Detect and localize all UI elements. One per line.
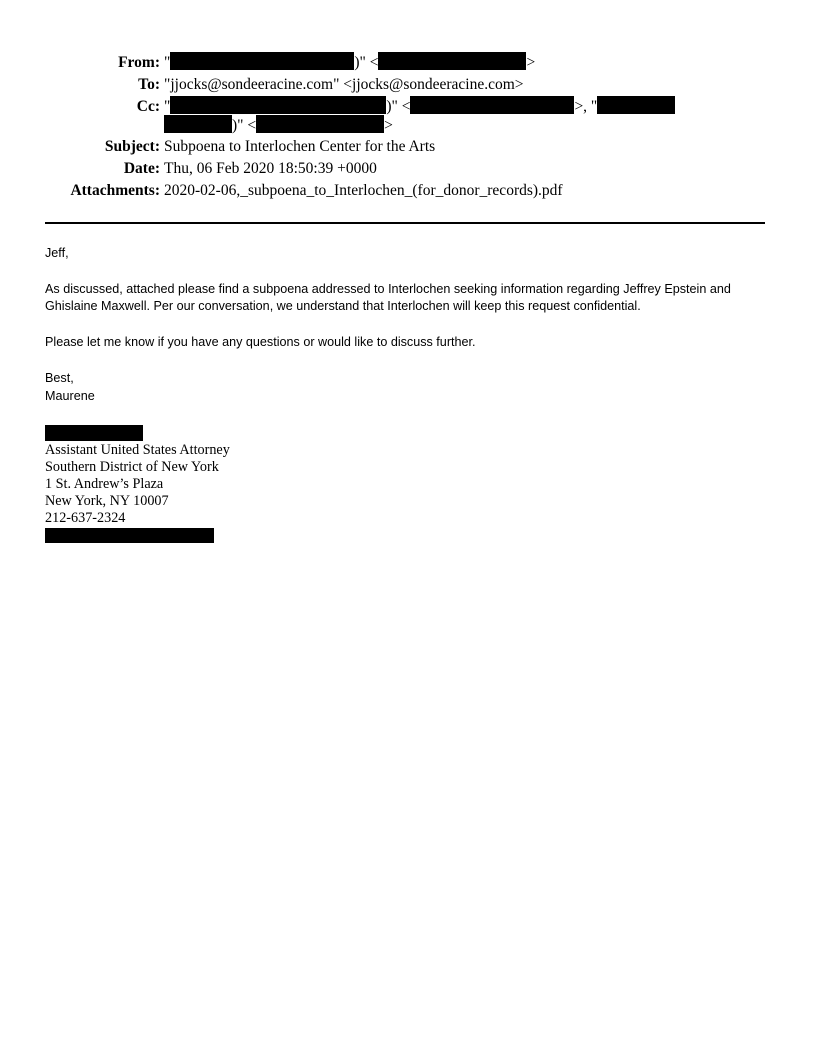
subject-label: Subject: [104, 138, 160, 155]
redaction-block [410, 96, 574, 114]
to-value: "jjocks@sondeeracine.com" <jjocks@sondeeracine.com> [164, 76, 524, 93]
signature-office: Southern District of New York [45, 459, 219, 475]
paragraph-2: Please let me know if you have any questions or would like to discuss further. [45, 335, 476, 349]
redaction-block [256, 115, 384, 133]
header-subject-row [0, 136, 816, 158]
header-to-row [0, 74, 816, 96]
signature-street: 1 St. Andrew’s Plaza [45, 476, 164, 492]
paragraph-1-line-1: As discussed, attached please find a subpoena addressed to Interlochen seeking information regarding Jeffrey Epstein and [45, 282, 731, 296]
greeting: Jeff, [45, 246, 69, 260]
redaction-block [164, 115, 232, 133]
paragraph-1-line-2: Ghislaine Maxwell. Per our conversation, we understand that Interlochen will keep this request confidential. [45, 299, 641, 313]
header-from-row [0, 52, 816, 74]
redaction-block [170, 52, 354, 70]
header-attachments-row [0, 180, 816, 202]
cc-value-line2: )" < > [164, 115, 393, 137]
attachments-label: Attachments: [70, 182, 160, 199]
redaction-block [378, 52, 526, 70]
attachment-link[interactable]: 2020-02-06,_subpoena_to_Interlochen_(for_donor_records).pdf [164, 182, 563, 199]
redaction-block [597, 96, 675, 114]
cc-label: Cc: [136, 98, 160, 115]
signature-title: Assistant United States Attorney [45, 442, 230, 458]
from-value: " )" < > [164, 54, 536, 71]
to-label: To: [138, 76, 160, 93]
header-cc-row-continued [0, 115, 816, 137]
signature-email-redaction [45, 528, 214, 543]
sender-name: Maurene [45, 389, 95, 403]
signature-phone: 212-637-2324 [45, 510, 126, 526]
redaction-block [170, 96, 386, 114]
from-label: From: [118, 54, 160, 71]
signature-city: New York, NY 10007 [45, 493, 169, 509]
closing: Best, [45, 371, 74, 385]
header-divider [45, 222, 765, 224]
subject-value: Subpoena to Interlochen Center for the Arts [164, 138, 436, 155]
cc-value-line1: " )" < >, " [164, 96, 675, 118]
date-label: Date: [123, 160, 160, 177]
signature-name-redaction [45, 425, 143, 441]
header-date-row [0, 158, 816, 180]
date-value: Thu, 06 Feb 2020 18:50:39 +0000 [164, 160, 377, 177]
